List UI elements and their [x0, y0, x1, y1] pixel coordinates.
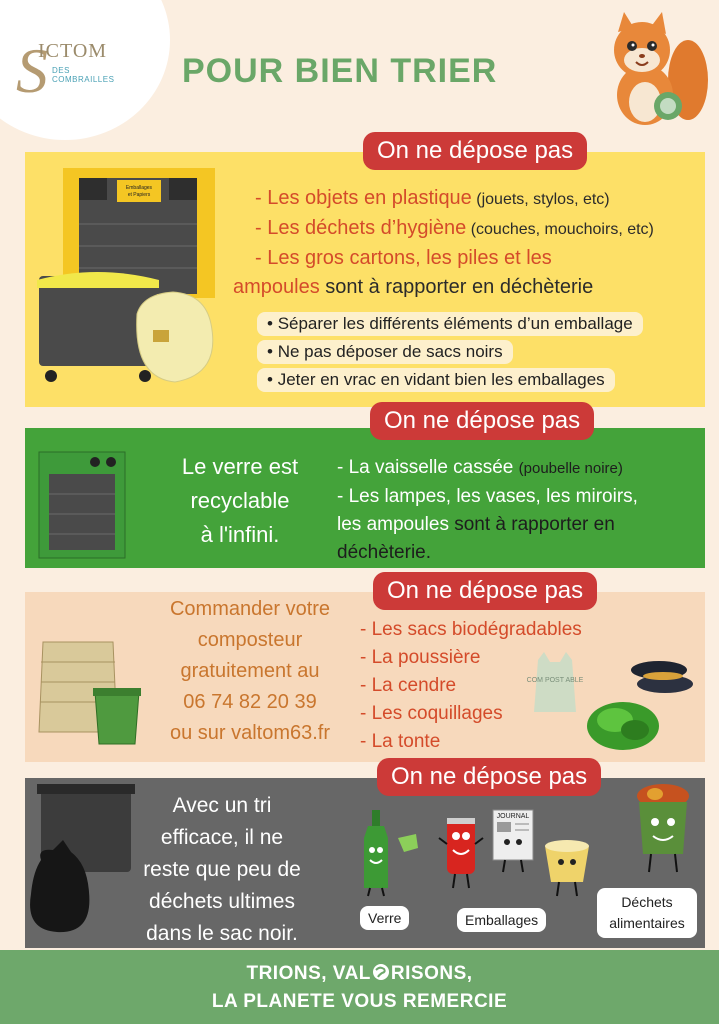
yellow-bins-illustration-icon [33, 164, 233, 389]
logo-subtitle: DES COMBRAILLES [52, 66, 115, 84]
forbidden-item: - La vaisselle cassée (poubelle noire) [337, 457, 623, 478]
label-glass: Verre [360, 906, 409, 930]
globe-o-icon [372, 963, 390, 981]
footer-banner [0, 950, 719, 1024]
mussel-shells-icon [629, 654, 697, 698]
glass-forbidden-list [337, 454, 638, 567]
label-food-waste: Déchets alimentaires [597, 888, 697, 938]
newspaper-character-icon [487, 806, 543, 876]
svg-text:JOURNAL: JOURNAL [496, 813, 530, 820]
label-packaging: Emballages [457, 908, 546, 932]
svg-text:COM POST ABLE: COM POST ABLE [526, 677, 584, 684]
svg-text:Emballages: Emballages [125, 185, 153, 191]
residual-waste-text: Avec un tri efficace, il ne reste que peu de déchets ultimes dans le sac noir. [143, 794, 301, 945]
logo-brand: ICTOM [38, 40, 108, 62]
forbidden-item: - Les lampes, les vases, les miroirs, [337, 486, 638, 507]
svg-text:et Papiers: et Papiers [127, 192, 151, 198]
tip-bullet: • Jeter en vrac en vidant bien les emballages [257, 368, 615, 392]
black-bin-and-bag-icon [27, 784, 137, 934]
do-not-deposit-badge: On ne dépose pas [370, 402, 594, 440]
glass-recyclable-text: Le verre est recyclable à l'infini. [181, 454, 299, 547]
forbidden-item: - La poussière [360, 647, 481, 668]
grass-clippings-icon [585, 696, 661, 752]
section-residual-waste [25, 763, 705, 948]
section-glass [25, 407, 705, 568]
phone-number: 06 74 82 20 39 [183, 691, 317, 713]
do-not-deposit-badge: On ne dépose pas [373, 572, 597, 610]
svg-text:S: S [16, 35, 48, 106]
can-character-icon [437, 814, 487, 894]
forbidden-item: déchèterie. [337, 542, 432, 563]
composter-order-text: Commander votre composteur gratuitement au 06 74 82 20 39 ou sur valtom63.fr [145, 594, 355, 749]
forbidden-item: - Les gros cartons, les piles et les [255, 247, 552, 269]
food-waste-bin-character-icon [631, 782, 695, 878]
tip-bullet: • Ne pas déposer de sacs noirs [257, 340, 513, 364]
section-packaging [25, 137, 705, 407]
forbidden-item: - La tonte [360, 731, 441, 752]
tip-bullet: • Séparer les différents éléments d’un emballage [257, 312, 643, 336]
do-not-deposit-badge: On ne dépose pas [363, 132, 587, 170]
glass-container-icon [37, 450, 127, 560]
forbidden-item: les ampoules sont à rapporter en [337, 514, 615, 535]
compostable-bag-icon [526, 650, 584, 716]
footer-line-2: LA PLANETE VOUS REMERCIE [211, 991, 508, 1012]
forbidden-item: - Les objets en plastique (jouets, stylos, etc) [255, 187, 610, 209]
footer-line-1: TRIONS, VAL RISONS, [246, 963, 473, 984]
forbidden-item: - Les sacs biodégradables [360, 619, 582, 640]
squirrel-mascot-icon [600, 10, 710, 130]
forbidden-item: - Les coquillages [360, 703, 503, 724]
bottle-character-icon [358, 808, 428, 898]
composter-icon [33, 632, 143, 747]
section-compost [25, 577, 705, 762]
sictom-logo [12, 30, 132, 110]
forbidden-item: - La cendre [360, 675, 457, 696]
forbidden-item: ampoules sont à rapporter en déchèterie [233, 276, 594, 298]
yogurt-pot-character-icon [537, 832, 597, 902]
website-link: ou sur valtom63.fr [169, 722, 331, 744]
forbidden-items-list [233, 184, 654, 302]
do-not-deposit-badge: On ne dépose pas [377, 758, 601, 796]
page-title: POUR BIEN TRIER [182, 52, 498, 90]
forbidden-item: - Les déchets d’hygiène (couches, mouchoirs, etc) [255, 217, 654, 239]
